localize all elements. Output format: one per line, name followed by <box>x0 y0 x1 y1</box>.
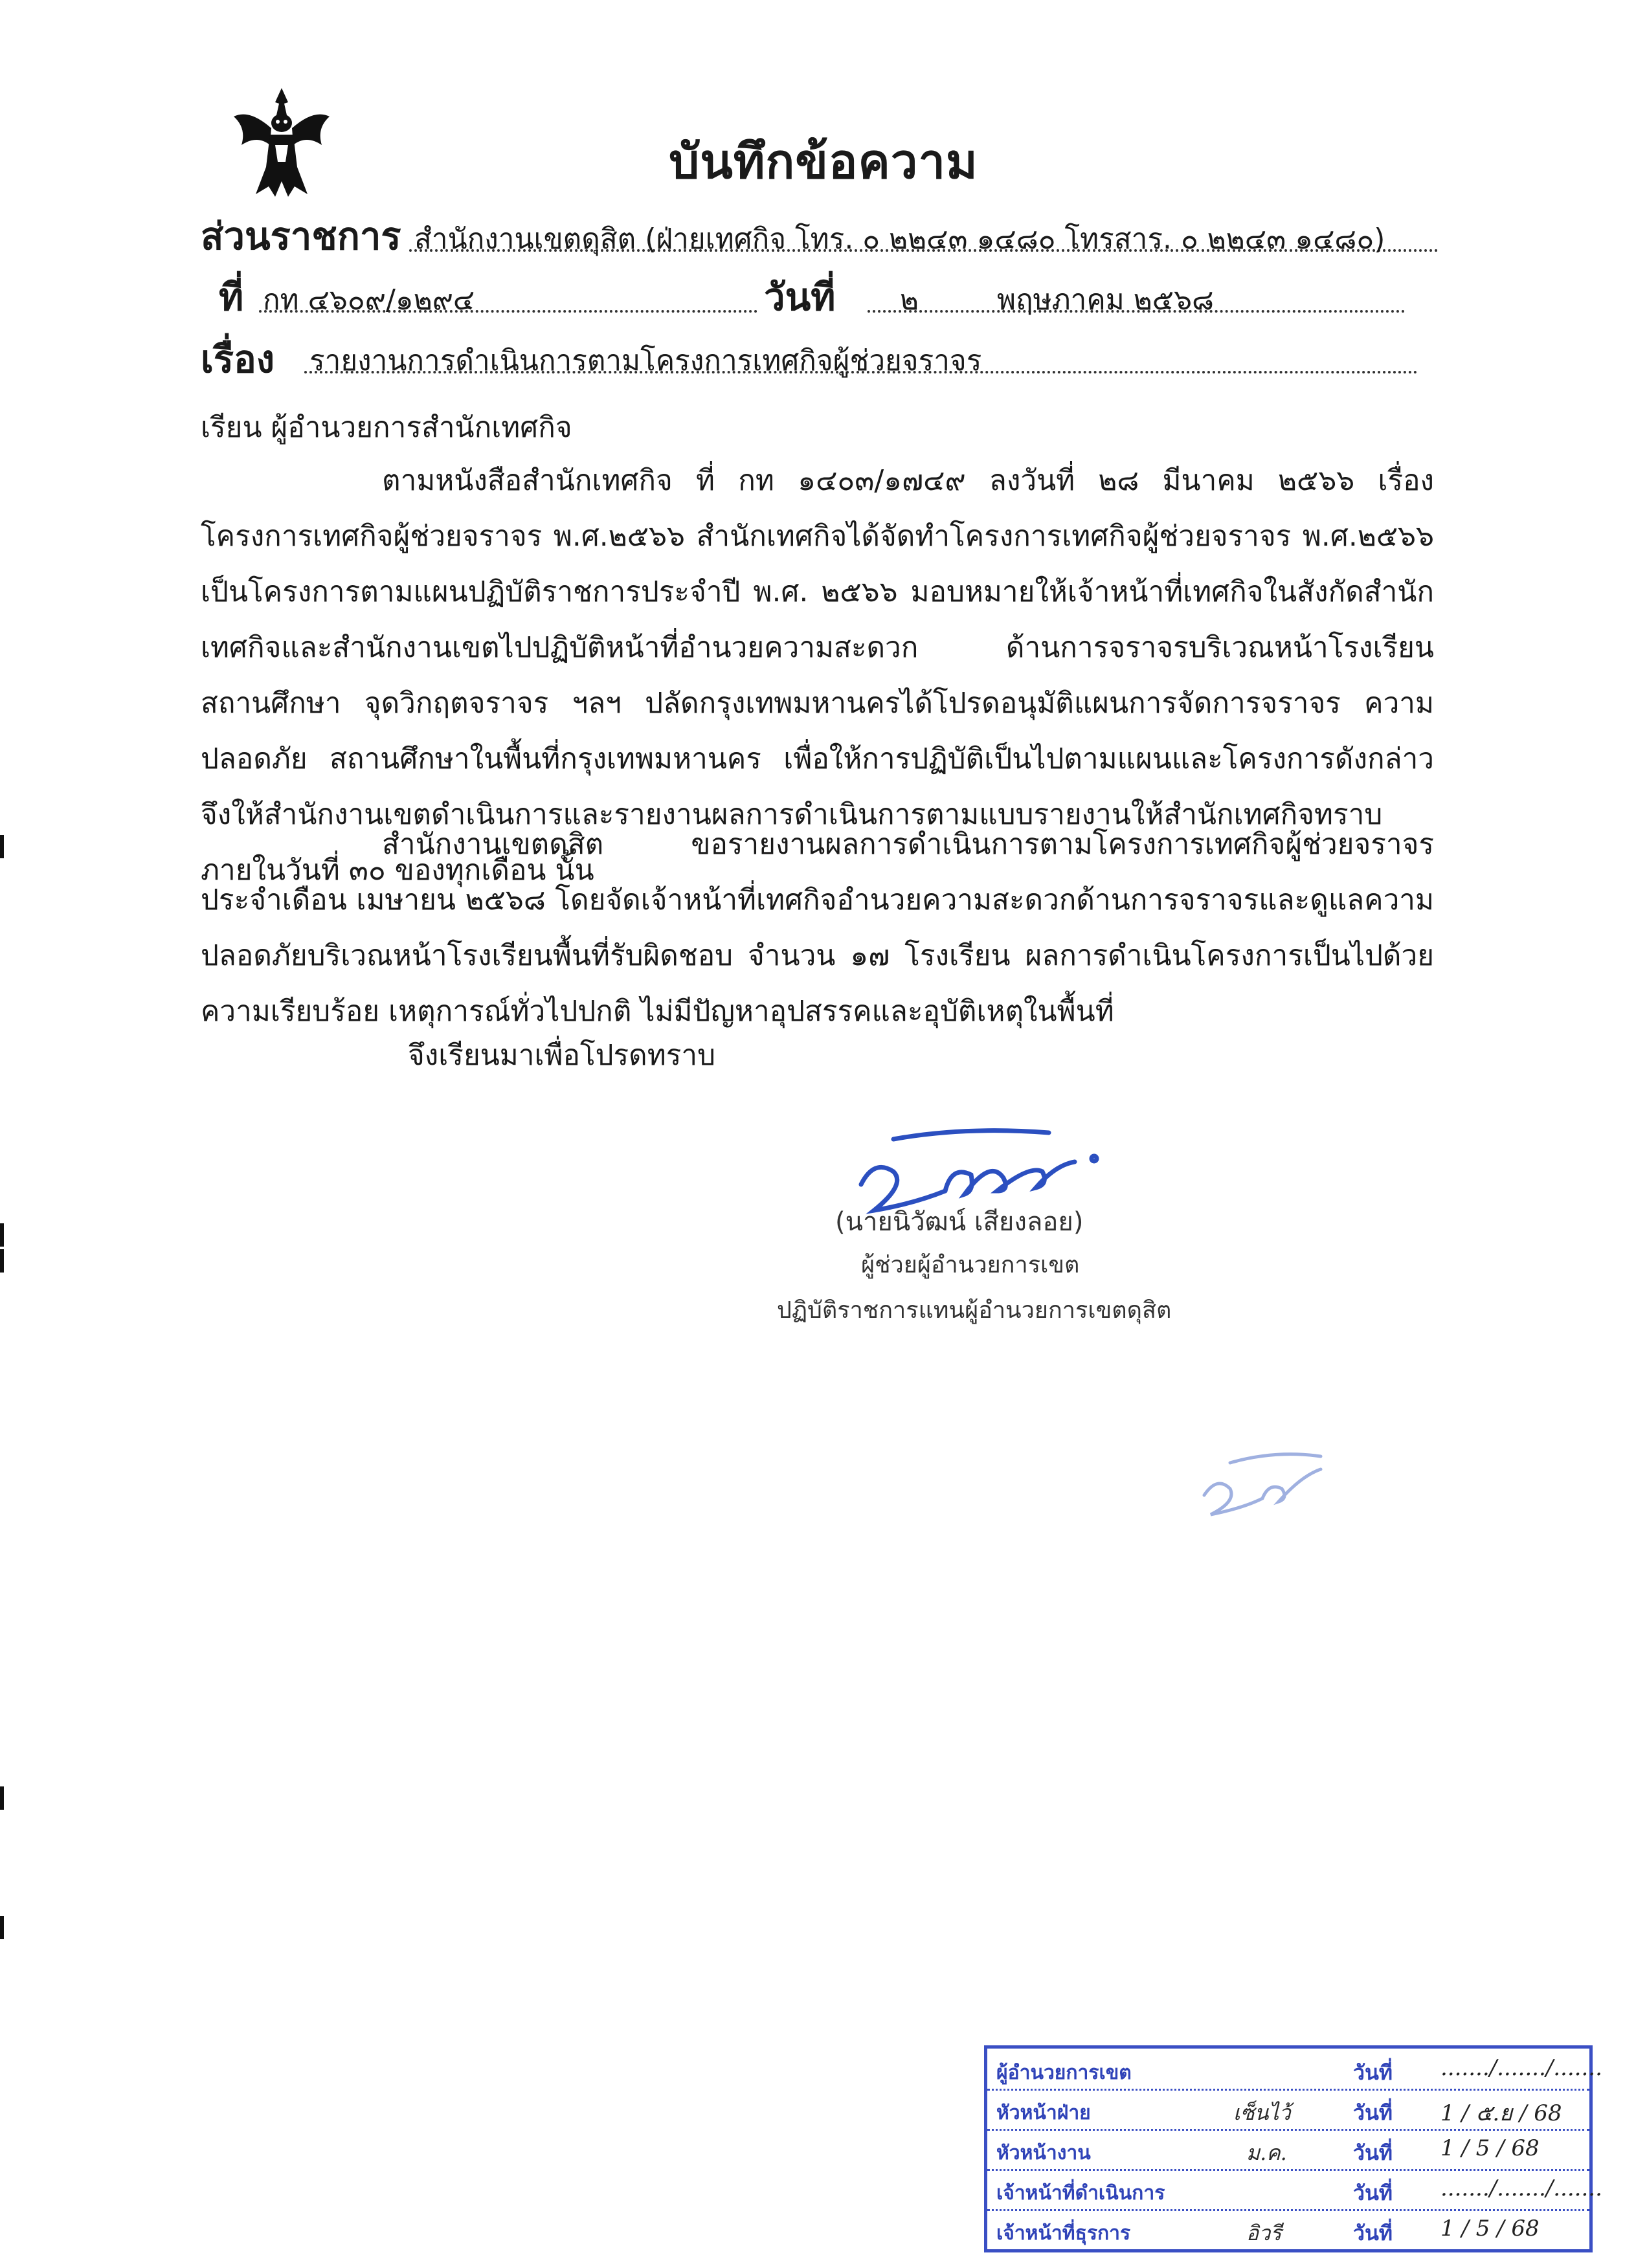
stamp-row-date-label: วันที่ <box>1353 2140 1393 2165</box>
body-paragraph-1-text: ตามหนังสือสำนักเทศกิจ ที่ กท ๑๔๐๓/๑๗๔๙ ลงวันที่ ๒๘ มีนาคม ๒๕๖๖ เรื่อง โครงการเทศกิจผู้ช่วยจราจร พ.ศ.๒๕๖๖ สำนักเทศกิจได้จัดทำโครงการเทศกิจผู้ช่วยจราจร พ.ศ.๒๕๖๖ เป็นโครงการตามแผนปฏิบัติราชการประจำปี พ.ศ. ๒๕๖๖ มอบหมายให้เจ้าหน้าที่เทศกิจในสังกัดสำนักเทศกิจและสำนักงานเขตไปปฏิบัติหน้าที่อำนวยความสะดวก ด้านการจราจรบริเวณหน้าโรงเรียน สถานศึกษา จุดวิกฤตจราจร ฯลฯ ปลัดกรุงเทพมหานครได้โปรดอนุมัติแผนการจัดการจราจร ความปลอดภัย สถานศึกษาในพื้นที่กรุงเทพมหานคร เพื่อให้การปฏิบัติเป็นไปตามแผนและโครงการดังกล่าว จึงให้สำนักงานเขตดำเนินการและรายงานผลการดำเนินการตามแบบรายงานให้สำนักเทศกิจทราบภายในวันที่ ๓๐ ของทุกเดือน นั้น <box>201 464 1434 887</box>
stamp-row-label: เจ้าหน้าที่ดำเนินการ <box>996 2182 1165 2205</box>
memo-title: บันทึกข้อความ <box>669 134 978 190</box>
stamp-row-date-label: วันที่ <box>1353 2181 1393 2205</box>
body-paragraph-2-text: สำนักงานเขตดุสิต ขอรายงานผลการดำเนินการตามโครงการเทศกิจผู้ช่วยจราจร ประจำเดือน เมษายน ๒๕๖๘ โดยจัดเจ้าหน้าที่เทศกิจอำนวยความสะดวกด้านการจราจรและดูแลความปลอดภัยบริเวณหน้าโรงเรียนพื้นที่รับผิดชอบ จำนวน ๑๗ โรงเรียน ผลการดำเนินโครงการเป็นไปด้วยความเรียบร้อย เหตุการณ์ทั่วไปปกติ ไม่มีปัญหาอุปสรรคและอุบัติเหตุในพื้นที่ <box>201 828 1434 1028</box>
stamp-row-date-value: ......./......./....... <box>1440 2175 1602 2201</box>
stamp-row-handwritten: เซ็นไว้ <box>1233 2100 1291 2125</box>
subject-label: เรื่อง <box>201 337 275 381</box>
scan-edge-mark <box>0 1223 4 1247</box>
stamp-row <box>987 2129 1589 2171</box>
signatory-name: (นายนิวัฒน์ เสียงลอย) <box>835 1207 1084 1237</box>
stamp-row-label: ผู้อำนวยการเขต <box>996 2062 1132 2084</box>
date-day: ๒ <box>900 284 919 317</box>
ref-label: ที่ <box>219 275 244 319</box>
agency-value: สำนักงานเขตดุสิต (ฝ่ายเทศกิจ โทร. ๐ ๒๒๔๓ ๑๔๘๐ โทรสาร. ๐ ๒๒๔๓ ๑๔๘๐) <box>414 223 1385 256</box>
stamp-row-handwritten: อิวรี <box>1246 2221 1282 2245</box>
salutation: เรียน ผู้อำนวยการสำนักเทศกิจ <box>201 411 572 444</box>
agency-label: ส่วนราชการ <box>201 214 401 258</box>
stamp-row <box>987 2049 1602 2091</box>
stamp-row-date-value: 1 / 5 / 68 <box>1440 2216 1540 2241</box>
stamp-row-label: เจ้าหน้าที่ธุรการ <box>996 2222 1131 2245</box>
date-month-year: พฤษภาคม ๒๕๖๘ <box>997 284 1214 317</box>
ref-value: กท ๔๖๐๙/๑๒๙๔ <box>263 284 475 317</box>
scan-edge-mark <box>0 835 4 858</box>
scan-edge-mark <box>0 1249 4 1273</box>
faint-initial-scribble <box>1191 1437 1340 1528</box>
stamp-row <box>987 2169 1602 2211</box>
scan-edge-mark <box>0 1916 4 1939</box>
stamp-row-date-label: วันที่ <box>1353 2221 1393 2245</box>
closing-line: จึงเรียนมาเพื่อโปรดทราบ <box>408 1039 716 1072</box>
routing-stamp <box>984 2045 1602 2252</box>
signatory-position-2: ปฏิบัติราชการแทนผู้อำนวยการเขตดุสิต <box>777 1297 1172 1324</box>
stamp-row-label: หัวหน้างาน <box>996 2142 1091 2164</box>
signatory-position-1: ผู้ช่วยผู้อำนวยการเขต <box>861 1252 1080 1278</box>
subject-value: รายงานการดำเนินการตามโครงการเทศกิจผู้ช่วยจราจร <box>309 344 982 377</box>
stamp-row-date-label: วันที่ <box>1353 2060 1393 2085</box>
stamp-row <box>987 2209 1589 2249</box>
stamp-row-date-value: ......./......./....... <box>1440 2055 1602 2081</box>
date-label: วันที่ <box>764 275 836 319</box>
stamp-row <box>987 2089 1589 2131</box>
stamp-row-date-label: วันที่ <box>1353 2100 1393 2125</box>
stamp-row-date-value: 1 / ๕.ย / 68 <box>1440 2100 1562 2126</box>
body-paragraph-2 <box>201 817 1434 1040</box>
stamp-row-handwritten: ม.ค. <box>1246 2140 1287 2165</box>
stamp-row-label: หัวหน้าฝ่าย <box>996 2102 1091 2124</box>
stamp-row-date-value: 1 / 5 / 68 <box>1440 2135 1540 2161</box>
scan-edge-mark <box>0 1786 4 1810</box>
